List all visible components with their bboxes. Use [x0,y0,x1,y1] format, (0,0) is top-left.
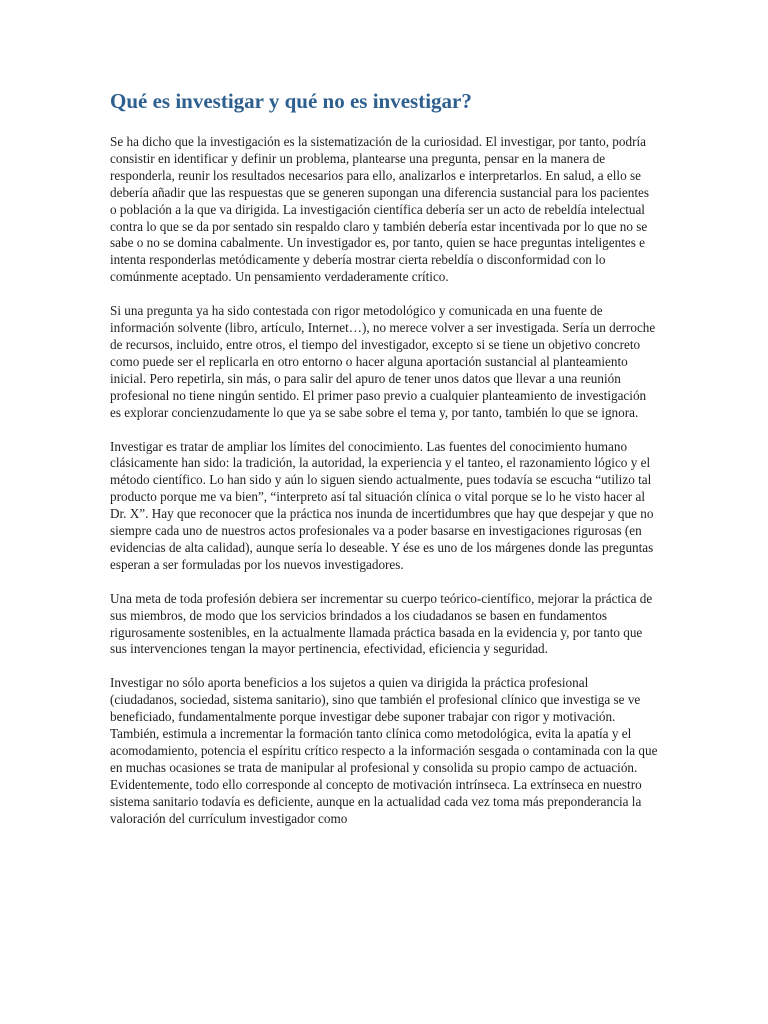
paragraph-1: Se ha dicho que la investigación es la sistematización de la curiosidad. El investigar, por tanto, podría consistir en identificar y definir un problema, plantearse una pregunta, pensar en la manera de responderla, reunir los resultados necesarios para ello, analizarlos e interpretarlos. En salud, a ello se debería añadir que las respuestas que se generen supongan una diferencia sustancial para los pacientes o población a la que va dirigida. La investigación científica debería ser un acto de rebeldía intelectual contra lo que se da por sentado sin respaldo claro y también debería estar incentivada por lo que no se sabe o no se domina cabalmente. Un investigador es, por tanto, quien se hace preguntas inteligentes e intenta responderlas metódicamente y debería mostrar cierta rebeldía o disconformidad con lo comúnmente aceptado. Un pensamiento verdaderamente crítico. [110,134,650,285]
paragraph-3: Investigar es tratar de ampliar los límites del conocimiento. Las fuentes del conocimiento humano clásicamente han sido: la tradición, la autoridad, la experiencia y el tanteo, el razonamiento lógico y el método científico. Lo han sido y aún lo siguen siendo actualmente, pues todavía se escucha “utilizo tal producto porque me va bien”, “interpreto así tal situación clínica o vital porque se lo he visto hacer al Dr. X”. Hay que reconocer que la práctica nos inunda de incertidumbres que hay que despejar y que no siempre cada uno de nuestros actos profesionales va a poder basarse en investigaciones rigurosas (en evidencias de alta calidad), aunque sería lo deseable. Y ése es uno de los márgenes donde las preguntas esperan a ser formuladas por los nuevos investigadores. [110,438,654,572]
document-page [110,88,658,845]
paragraph-4: Una meta de toda profesión debiera ser incrementar su cuerpo teórico-científico, mejorar la práctica de sus miembros, de modo que los servicios brindados a los ciudadanos se basen en fundamentos rigurosamente sostenibles, en la actualmente llamada práctica basada en la evidencia y, por tanto que sus intervenciones tengan la mayor pertinencia, efectividad, eficiencia y seguridad. [110,590,653,657]
paragraph-2: Si una pregunta ya ha sido contestada con rigor metodológico y comunicada en una fuente de información solvente (libro, artículo, Internet…), no merece volver a ser investigada. Sería un derroche de recursos, incluido, entre otros, el tiempo del investigador, excepto si se tiene un objetivo concreto como puede ser el replicarla en otro entorno o hacer alguna aportación sustancial al planteamiento inicial. Pero repetirla, sin más, o para salir del apuro de tener unos datos que llevar a una reunión profesional no tiene ningún sentido. El primer paso previo a cualquier planteamiento de investigación es explorar concienzudamente lo que ya se sabe sobre el tema y, por tanto, también lo que se ignora. [110,303,656,420]
paragraph-5: Investigar no sólo aporta beneficios a los sujetos a quien va dirigida la práctica profesional (ciudadanos, sociedad, sistema sanitario), sino que también el profesional clínico que investiga se ve beneficiado, fundamentalmente porque investigar debe suponer trabajar con rigor y motivación. También, estimula a incrementar la formación tanto clínica como metodológica, evita la apatía y el acomodamiento, potencia el espíritu crítico respecto a la información sesgada o contaminada con la que en muchas ocasiones se trata de manipular al profesional y consolida su propio campo de actuación. Evidentemente, todo ello corresponde al concepto de motivación intrínseca. La extrínseca en nuestro sistema sanitario todavía es deficiente, aunque en la actualidad cada vez toma más preponderancia la valoración del currículum investigador como [110,675,658,826]
page-title: Qué es investigar y qué no es investigar? [110,89,472,113]
